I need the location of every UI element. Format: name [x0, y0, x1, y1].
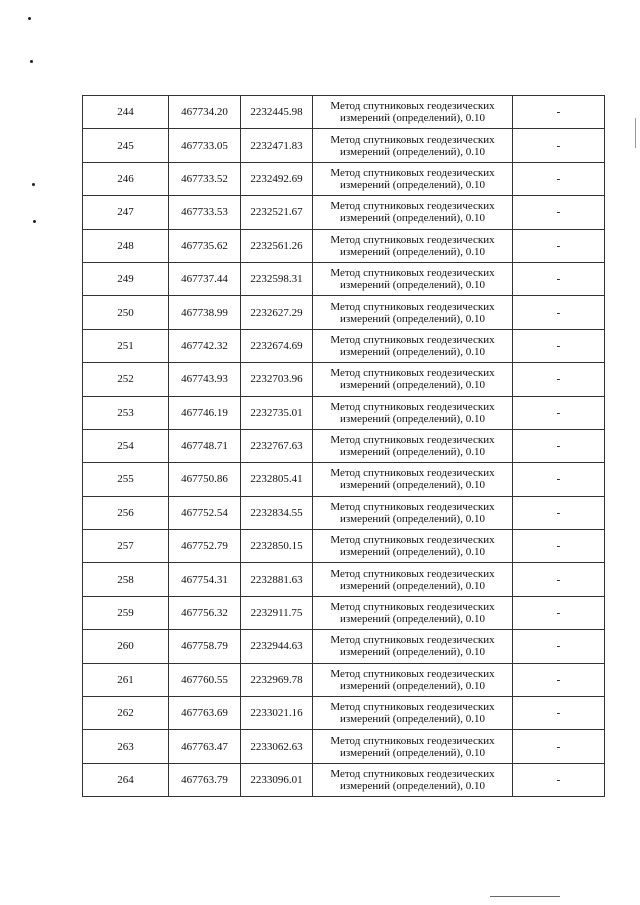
y-coordinate-cell: 2232561.26 [241, 229, 313, 262]
method-text-line2: измерений (определений), 0.10 [340, 412, 485, 425]
table-row [83, 296, 605, 329]
description-cell: - [513, 596, 605, 629]
table-row [83, 96, 605, 129]
point-number-cell: 258 [83, 563, 169, 596]
y-coordinate-cell: 2232850.15 [241, 530, 313, 563]
point-number-cell: 264 [83, 763, 169, 796]
x-coordinate-cell: 467763.47 [169, 730, 241, 763]
method-cell [313, 730, 513, 763]
y-coordinate-cell: 2232881.63 [241, 563, 313, 596]
point-number-cell: 247 [83, 196, 169, 229]
y-coordinate-cell: 2232521.67 [241, 196, 313, 229]
method-text-line1: Метод спутниковых геодезических [330, 601, 495, 614]
table-row [83, 329, 605, 362]
y-coordinate-cell: 2232834.55 [241, 496, 313, 529]
table-row [83, 496, 605, 529]
method-text-line2: измерений (определений), 0.10 [340, 479, 485, 492]
table-row [83, 363, 605, 396]
description-cell: - [513, 429, 605, 462]
description-cell: - [513, 196, 605, 229]
description-cell: - [513, 329, 605, 362]
y-coordinate-cell: 2232805.41 [241, 463, 313, 496]
y-coordinate-cell: 2232674.69 [241, 329, 313, 362]
method-text-line2: измерений (определений), 0.10 [340, 746, 485, 759]
y-coordinate-cell: 2232627.29 [241, 296, 313, 329]
x-coordinate-cell: 467735.62 [169, 229, 241, 262]
method-text-line1: Метод спутниковых геодезических [330, 100, 495, 113]
x-coordinate-cell: 467742.32 [169, 329, 241, 362]
point-number-cell: 259 [83, 596, 169, 629]
method-cell [313, 463, 513, 496]
scan-edge-line [490, 896, 560, 897]
y-coordinate-cell: 2232598.31 [241, 262, 313, 295]
method-text-line1: Метод спутниковых геодезических [330, 133, 495, 146]
point-number-cell: 262 [83, 697, 169, 730]
y-coordinate-cell: 2232767.63 [241, 429, 313, 462]
x-coordinate-cell: 467733.52 [169, 162, 241, 195]
method-cell [313, 396, 513, 429]
description-cell: - [513, 162, 605, 195]
method-cell [313, 262, 513, 295]
table-row [83, 463, 605, 496]
method-text-line1: Метод спутниковых геодезических [330, 500, 495, 513]
point-number-cell: 245 [83, 129, 169, 162]
x-coordinate-cell: 467758.79 [169, 630, 241, 663]
y-coordinate-cell: 2233021.16 [241, 697, 313, 730]
point-number-cell: 251 [83, 329, 169, 362]
y-coordinate-cell: 2233062.63 [241, 730, 313, 763]
x-coordinate-cell: 467750.86 [169, 463, 241, 496]
table-row [83, 530, 605, 563]
method-cell [313, 596, 513, 629]
y-coordinate-cell: 2232969.78 [241, 663, 313, 696]
method-text-line1: Метод спутниковых геодезических [330, 634, 495, 647]
y-coordinate-cell: 2232703.96 [241, 363, 313, 396]
method-text-line2: измерений (определений), 0.10 [340, 546, 485, 559]
point-number-cell: 246 [83, 162, 169, 195]
x-coordinate-cell: 467760.55 [169, 663, 241, 696]
table-row [83, 730, 605, 763]
description-cell: - [513, 262, 605, 295]
description-cell: - [513, 663, 605, 696]
method-cell [313, 663, 513, 696]
x-coordinate-cell: 467738.99 [169, 296, 241, 329]
description-cell: - [513, 296, 605, 329]
point-number-cell: 254 [83, 429, 169, 462]
method-text-line1: Метод спутниковых геодезических [330, 467, 495, 480]
table-row [83, 663, 605, 696]
point-number-cell: 248 [83, 229, 169, 262]
method-cell [313, 530, 513, 563]
y-coordinate-cell: 2232944.63 [241, 630, 313, 663]
method-text-line1: Метод спутниковых геодезических [330, 534, 495, 547]
x-coordinate-cell: 467743.93 [169, 363, 241, 396]
x-coordinate-cell: 467737.44 [169, 262, 241, 295]
method-text-line1: Метод спутниковых геодезических [330, 734, 495, 747]
margin-mark [33, 220, 36, 223]
description-cell: - [513, 396, 605, 429]
method-text-line2: измерений (определений), 0.10 [340, 245, 485, 258]
y-coordinate-cell: 2232492.69 [241, 162, 313, 195]
table-row [83, 763, 605, 796]
method-cell [313, 162, 513, 195]
y-coordinate-cell: 2233096.01 [241, 763, 313, 796]
method-text-line1: Метод спутниковых геодезических [330, 300, 495, 313]
method-text-line2: измерений (определений), 0.10 [340, 446, 485, 459]
method-text-line2: измерений (определений), 0.10 [340, 646, 485, 659]
method-text-line2: измерений (определений), 0.10 [340, 145, 485, 158]
point-number-cell: 261 [83, 663, 169, 696]
method-text-line2: измерений (определений), 0.10 [340, 780, 485, 792]
method-text-line1: Метод спутниковых геодезических [330, 701, 495, 714]
y-coordinate-cell: 2232445.98 [241, 96, 313, 129]
x-coordinate-cell: 467748.71 [169, 429, 241, 462]
coordinates-table [82, 95, 605, 797]
method-cell [313, 129, 513, 162]
margin-mark [30, 60, 33, 63]
x-coordinate-cell: 467733.53 [169, 196, 241, 229]
description-cell: - [513, 563, 605, 596]
description-cell: - [513, 630, 605, 663]
method-text-line2: измерений (определений), 0.10 [340, 112, 485, 125]
method-cell [313, 296, 513, 329]
method-text-line2: измерений (определений), 0.10 [340, 212, 485, 225]
description-cell: - [513, 363, 605, 396]
table-row [83, 697, 605, 730]
x-coordinate-cell: 467763.79 [169, 763, 241, 796]
method-text-line1: Метод спутниковых геодезических [330, 233, 495, 246]
table-row [83, 162, 605, 195]
method-text-line2: измерений (определений), 0.10 [340, 679, 485, 692]
table-row [83, 563, 605, 596]
method-cell [313, 363, 513, 396]
x-coordinate-cell: 467746.19 [169, 396, 241, 429]
description-cell: - [513, 730, 605, 763]
description-cell: - [513, 463, 605, 496]
description-cell: - [513, 229, 605, 262]
point-number-cell: 244 [83, 96, 169, 129]
method-cell [313, 196, 513, 229]
description-cell: - [513, 763, 605, 796]
method-text-line1: Метод спутниковых геодезических [330, 367, 495, 380]
table-row [83, 262, 605, 295]
point-number-cell: 253 [83, 396, 169, 429]
method-text-line1: Метод спутниковых геодезических [330, 400, 495, 413]
table-row [83, 196, 605, 229]
method-text-line1: Метод спутниковых геодезических [330, 434, 495, 447]
method-text-line1: Метод спутниковых геодезических [330, 166, 495, 179]
method-cell [313, 229, 513, 262]
x-coordinate-cell: 467763.69 [169, 697, 241, 730]
point-number-cell: 260 [83, 630, 169, 663]
description-cell: - [513, 496, 605, 529]
method-text-line1: Метод спутниковых геодезических [330, 667, 495, 680]
method-cell [313, 96, 513, 129]
point-number-cell: 250 [83, 296, 169, 329]
method-text-line2: измерений (определений), 0.10 [340, 178, 485, 191]
point-number-cell: 249 [83, 262, 169, 295]
method-text-line2: измерений (определений), 0.10 [340, 312, 485, 325]
method-cell [313, 763, 513, 796]
x-coordinate-cell: 467752.79 [169, 530, 241, 563]
y-coordinate-cell: 2232471.83 [241, 129, 313, 162]
description-cell: - [513, 697, 605, 730]
table-row [83, 396, 605, 429]
x-coordinate-cell: 467752.54 [169, 496, 241, 529]
table-row [83, 630, 605, 663]
point-number-cell: 252 [83, 363, 169, 396]
point-number-cell: 257 [83, 530, 169, 563]
method-cell [313, 429, 513, 462]
table-row [83, 229, 605, 262]
method-cell [313, 697, 513, 730]
y-coordinate-cell: 2232735.01 [241, 396, 313, 429]
method-text-line1: Метод спутниковых геодезических [330, 200, 495, 213]
table-row [83, 596, 605, 629]
description-cell: - [513, 530, 605, 563]
method-cell [313, 630, 513, 663]
point-number-cell: 255 [83, 463, 169, 496]
margin-mark [32, 183, 35, 186]
method-text-line2: измерений (определений), 0.10 [340, 512, 485, 525]
table-row [83, 429, 605, 462]
x-coordinate-cell: 467756.32 [169, 596, 241, 629]
point-number-cell: 263 [83, 730, 169, 763]
method-text-line2: измерений (определений), 0.10 [340, 613, 485, 626]
scan-edge-line [635, 118, 636, 148]
description-cell: - [513, 129, 605, 162]
y-coordinate-cell: 2232911.75 [241, 596, 313, 629]
method-text-line2: измерений (определений), 0.10 [340, 345, 485, 358]
method-text-line1: Метод спутниковых геодезических [330, 267, 495, 280]
point-number-cell: 256 [83, 496, 169, 529]
method-text-line2: измерений (определений), 0.10 [340, 379, 485, 392]
method-cell [313, 496, 513, 529]
method-text-line2: измерений (определений), 0.10 [340, 713, 485, 726]
margin-mark [28, 17, 31, 20]
coordinates-table-body [83, 96, 605, 797]
table-row [83, 129, 605, 162]
method-text-line1: Метод спутниковых геодезических [330, 567, 495, 580]
description-cell: - [513, 96, 605, 129]
method-text-line1: Метод спутниковых геодезических [330, 333, 495, 346]
x-coordinate-cell: 467734.20 [169, 96, 241, 129]
x-coordinate-cell: 467733.05 [169, 129, 241, 162]
method-text-line2: измерений (определений), 0.10 [340, 279, 485, 292]
x-coordinate-cell: 467754.31 [169, 563, 241, 596]
method-cell [313, 329, 513, 362]
method-text-line1: Метод спутниковых геодезических [330, 768, 495, 780]
method-text-line2: измерений (определений), 0.10 [340, 579, 485, 592]
method-cell [313, 563, 513, 596]
